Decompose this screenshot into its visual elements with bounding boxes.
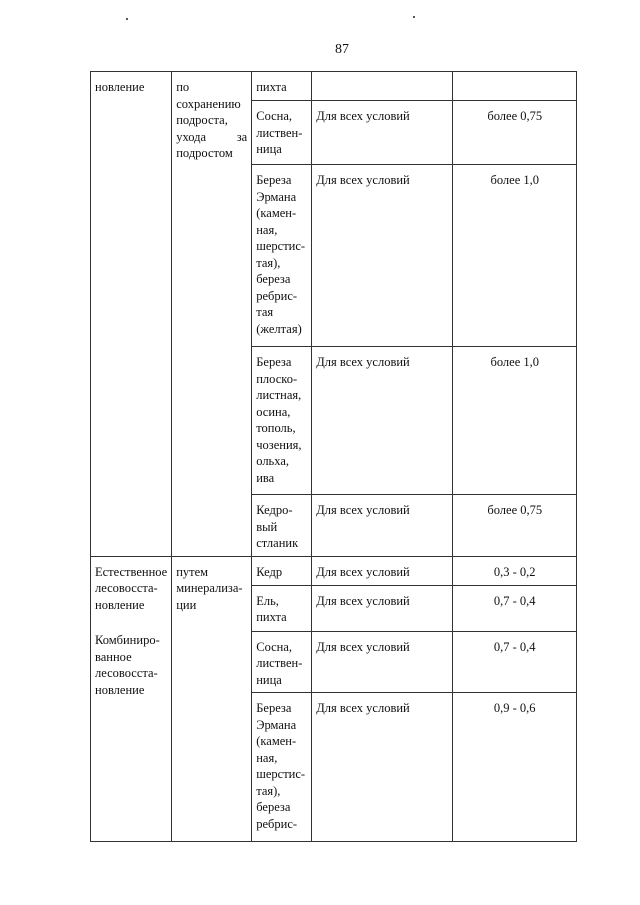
- conditions-cell: Для всех условий: [312, 585, 453, 631]
- species-cell: Ель, пихта: [252, 585, 312, 631]
- conditions-cell: Для всех условий: [312, 693, 453, 842]
- scan-speck: [413, 16, 415, 18]
- species-cell: пихта: [252, 72, 312, 101]
- value-cell: 0,9 - 0,6: [453, 693, 577, 842]
- regeneration-type-cell: [91, 556, 172, 842]
- value-cell: 0,7 - 0,4: [453, 585, 577, 631]
- conditions-cell: Для всех условий: [312, 101, 453, 165]
- value-cell: 0,3 - 0,2: [453, 556, 577, 585]
- conditions-cell: Для всех условий: [312, 347, 453, 495]
- value-cell: более 0,75: [453, 101, 577, 165]
- regeneration-type-natural: Естественное лесовосста- новление: [95, 564, 168, 612]
- value-cell: 0,7 - 0,4: [453, 631, 577, 693]
- page-number: 87: [335, 42, 349, 57]
- species-cell: Сосна, листвен- ница: [252, 101, 312, 165]
- value-cell: [453, 72, 577, 101]
- value-cell: более 1,0: [453, 165, 577, 347]
- species-cell: Береза плоско- листная, осина, тополь, чозения, ольха, ива: [252, 347, 312, 495]
- conditions-cell: Для всех условий: [312, 165, 453, 347]
- species-cell: Сосна, листвен- ница: [252, 631, 312, 693]
- table-row: [91, 72, 577, 101]
- conditions-cell: [312, 72, 453, 101]
- regeneration-type-cell: новление: [91, 72, 172, 557]
- regeneration-type-combined: Комбиниро- ванное лесовосста- новление: [95, 633, 160, 697]
- method-cell: по сохранению подроста, ухода за подростом: [172, 72, 252, 557]
- conditions-cell: Для всех условий: [312, 495, 453, 557]
- conditions-cell: Для всех условий: [312, 631, 453, 693]
- scan-speck: [126, 18, 128, 20]
- regeneration-table: [90, 71, 577, 842]
- method-cell: путем минерализа- ции: [172, 556, 252, 842]
- species-cell: Кедр: [252, 556, 312, 585]
- value-cell: более 0,75: [453, 495, 577, 557]
- conditions-cell: Для всех условий: [312, 556, 453, 585]
- table-row: [91, 556, 577, 585]
- species-cell: Кедро- вый стланик: [252, 495, 312, 557]
- value-cell: более 1,0: [453, 347, 577, 495]
- species-cell: Береза Эрмана (камен- ная, шерстис- тая), береза ребрис-: [252, 693, 312, 842]
- species-cell: Береза Эрмана (камен- ная, шерстис- тая), береза ребрис- тая (желтая): [252, 165, 312, 347]
